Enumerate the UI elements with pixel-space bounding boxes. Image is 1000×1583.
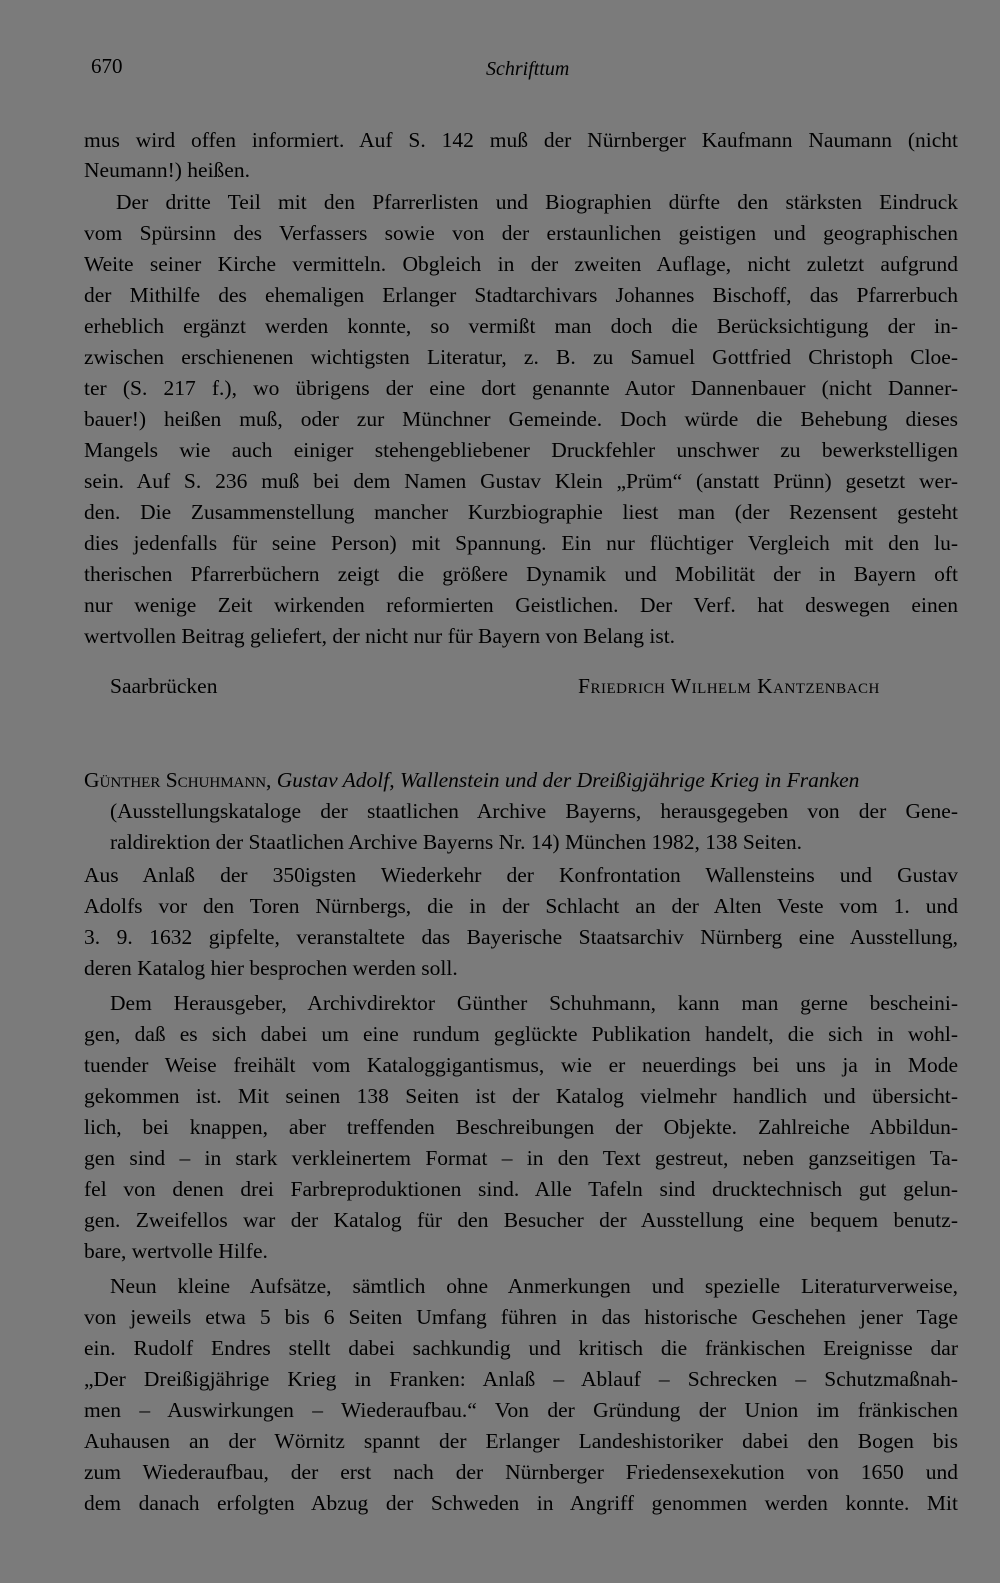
- book-title: Gustav Adolf, Wallenstein und der Dreißigjährige Krieg in Franken: [276, 768, 860, 792]
- text-line: den. Die Zusammenstellung mancher Kurzbiographie liest man (der Rezensent gesteht: [84, 500, 958, 524]
- text-line: Dem Herausgeber, Archivdirektor Günther Schuhmann, kann man gerne bescheini-: [110, 991, 958, 1015]
- bibliographic-line: raldirektion der Staatlichen Archive Bayerns Nr. 14) München 1982, 138 Seiten.: [110, 830, 803, 854]
- text-line: gen. Zweifellos war der Katalog für den Besucher der Ausstellung eine bequem benutz-: [84, 1208, 958, 1232]
- text-line: „Der Dreißigjährige Krieg in Franken: Anlaß – Ablauf – Schrecken – Schutzmaßnah-: [84, 1367, 958, 1391]
- signature-reviewer: Friedrich Wilhelm Kantzenbach: [578, 674, 880, 698]
- text-line: ein. Rudolf Endres stellt dabei sachkundig und kritisch die fränkischen Ereignisse dar: [84, 1336, 958, 1360]
- text-line: dies jedenfalls für seine Person) mit Spannung. Ein nur flüchtiger Vergleich mit den lu-: [84, 531, 958, 555]
- text-line: bauer!) heißen muß, oder zur Münchner Gemeinde. Doch würde die Behebung dieses: [84, 407, 958, 431]
- text-line: erheblich ergänzt werden konnte, so vermißt man doch die Berücksichtigung der in-: [84, 314, 958, 338]
- text-line: nur wenige Zeit wirkenden reformierten Geistlichen. Der Verf. hat deswegen einen: [84, 593, 958, 617]
- text-line: von jeweils etwa 5 bis 6 Seiten Umfang führen in das historische Geschehen jener Tage: [84, 1305, 958, 1329]
- running-head: Schrifttum: [486, 58, 570, 80]
- text-line: Mangels wie auch einiger stehengebliebener Druckfehler unschwer zu bewerkstelligen: [84, 438, 958, 462]
- text-line: zum Wiederaufbau, der erst nach der Nürnberger Friedensexekution von 1650 und: [84, 1460, 958, 1484]
- text-line: wertvollen Beitrag geliefert, der nicht nur für Bayern von Belang ist.: [84, 624, 676, 648]
- signature-place: Saarbrücken: [110, 674, 218, 698]
- text-line: tuender Weise freihält vom Kataloggigantismus, wie er neuerdings bei uns ja in Mode: [84, 1053, 958, 1077]
- book-author: Günther Schuhmann,: [84, 768, 272, 792]
- page-number: 670: [91, 54, 123, 78]
- text-line: Adolfs vor den Toren Nürnbergs, die in der Schlacht an der Alten Veste vom 1. und: [84, 894, 958, 918]
- text-line: der Mithilfe des ehemaligen Erlanger Stadtarchivars Johannes Bischoff, das Pfarrerbuch: [84, 283, 958, 307]
- text-line: Neun kleine Aufsätze, sämtlich ohne Anmerkungen und spezielle Literaturverweise,: [110, 1274, 958, 1298]
- text-line: gen sind – in stark verkleinertem Format – in den Text gestreut, neben ganzseitigen Ta-: [84, 1146, 958, 1170]
- text-line: 3. 9. 1632 gipfelte, veranstaltete das Bayerische Staatsarchiv Nürnberg eine Ausstellung,: [84, 925, 958, 949]
- text-line: dem danach erfolgten Abzug der Schweden in Angriff genommen werden konnte. Mit: [84, 1491, 958, 1515]
- bibliographic-heading: [84, 765, 958, 795]
- text-line: mus wird offen informiert. Auf S. 142 muß der Nürnberger Kaufmann Naumann (nicht: [84, 128, 958, 152]
- bibliographic-line: (Ausstellungskataloge der staatlichen Archive Bayerns, herausgegeben von der Gene-: [110, 799, 958, 823]
- text-line: Neumann!) heißen.: [84, 158, 250, 182]
- text-line: gen, daß es sich dabei um eine rundum geglückte Publikation handelt, die sich in wohl-: [84, 1022, 958, 1046]
- text-line: fel von denen drei Farbreproduktionen sind. Alle Tafeln sind drucktechnisch gut gelun-: [84, 1177, 958, 1201]
- text-line: gekommen ist. Mit seinen 138 Seiten ist der Katalog vielmehr handlich und übersicht-: [84, 1084, 958, 1108]
- text-line: sein. Auf S. 236 muß bei dem Namen Gustav Klein „Prüm“ (anstatt Prünn) gesetzt wer-: [84, 469, 958, 493]
- text-line: Aus Anlaß der 350igsten Wiederkehr der Konfrontation Wallensteins und Gustav: [84, 863, 958, 887]
- text-line: Auhausen an der Wörnitz spannt der Erlanger Landeshistoriker dabei den Bogen bis: [84, 1429, 958, 1453]
- text-line: deren Katalog hier besprochen werden soll.: [84, 956, 458, 980]
- text-line: bare, wertvolle Hilfe.: [84, 1239, 268, 1263]
- text-line: Der dritte Teil mit den Pfarrerlisten und Biographien dürfte den stärksten Eindruck: [116, 190, 958, 214]
- text-line: vom Spürsinn des Verfassers sowie von der erstaunlichen geistigen und geographischen: [84, 221, 958, 245]
- text-line: Weite seiner Kirche vermitteln. Obgleich in der zweiten Auflage, nicht zuletzt aufgrund: [84, 252, 958, 276]
- text-line: lich, bei knappen, aber treffenden Beschreibungen der Objekte. Zahlreiche Abbildun-: [84, 1115, 958, 1139]
- page-header: [91, 54, 961, 86]
- text-line: zwischen erschienenen wichtigsten Literatur, z. B. zu Samuel Gottfried Christoph Cloe-: [84, 345, 958, 369]
- text-line: ter (S. 217 f.), wo übrigens der eine dort genannte Autor Dannenbauer (nicht Danner-: [84, 376, 958, 400]
- text-line: men – Auswirkungen – Wiederaufbau.“ Von der Gründung der Union im fränkischen: [84, 1398, 958, 1422]
- text-line: therischen Pfarrerbüchern zeigt die größere Dynamik und Mobilität der in Bayern oft: [84, 562, 958, 586]
